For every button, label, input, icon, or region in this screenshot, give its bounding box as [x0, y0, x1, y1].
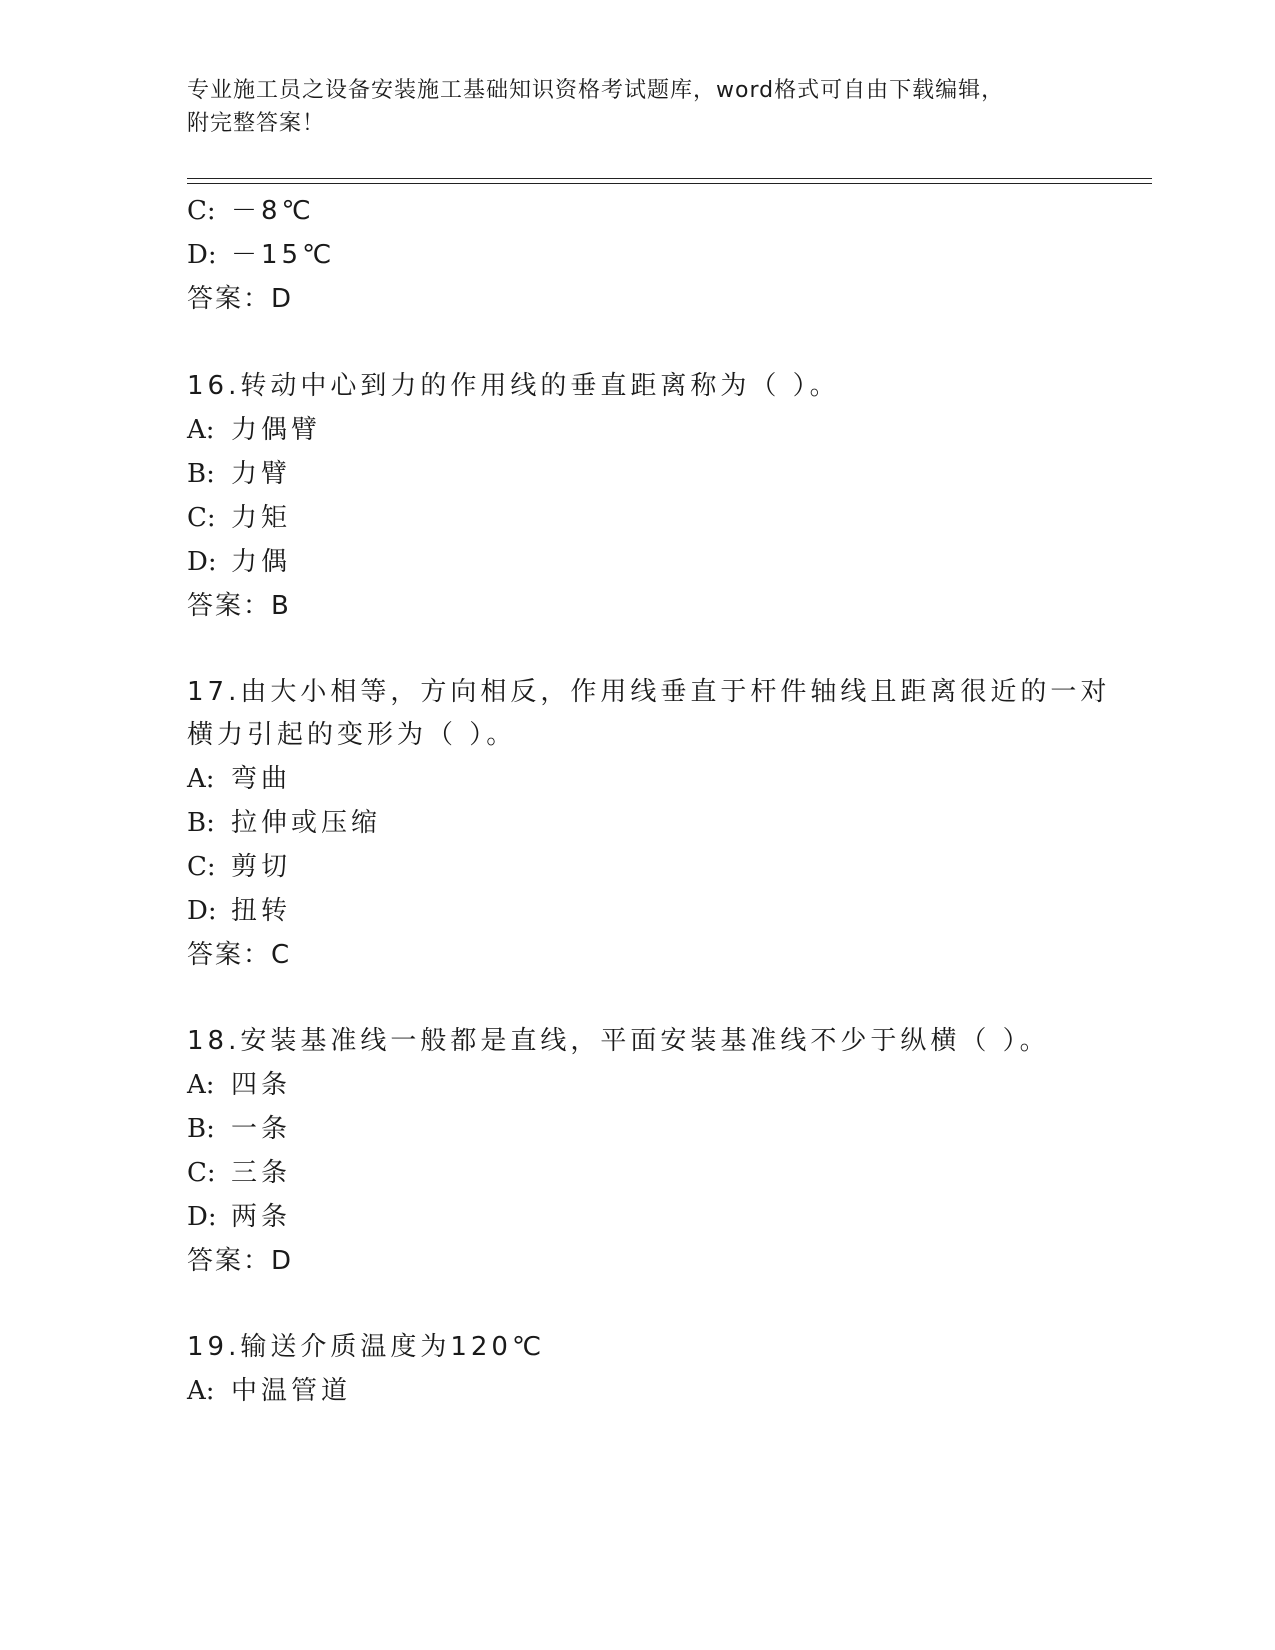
option-letter: A:	[187, 1376, 215, 1406]
option-letter: B:	[187, 808, 215, 838]
option-letter: B:	[187, 459, 215, 489]
option-d	[187, 1202, 291, 1232]
question-17-stem-line-2: 横力引起的变形为（ ）。	[187, 720, 517, 750]
option-a	[187, 1070, 291, 1100]
question-19-stem: 19.输送介质温度为120℃	[187, 1332, 546, 1362]
option-text: 力偶	[231, 547, 292, 577]
option-text: 四条	[231, 1070, 292, 1100]
answer: 答案：D	[187, 1246, 294, 1276]
option-text: 三条	[231, 1158, 292, 1188]
answer: 答案：D	[187, 284, 294, 314]
option-text: 两条	[231, 1202, 292, 1232]
option-text: 力偶臂	[231, 415, 322, 445]
option-text: －8℃	[231, 196, 315, 226]
option-c	[187, 1158, 291, 1188]
option-b	[187, 808, 381, 838]
document-header	[187, 74, 1087, 140]
option-c	[187, 196, 315, 226]
question-18-stem: 18.安装基准线一般都是直线，平面安装基准线不少于纵横（ ）。	[187, 1026, 1050, 1056]
option-letter: C:	[187, 503, 216, 533]
answer: 答案：C	[187, 940, 292, 970]
option-letter: A:	[187, 415, 215, 445]
question-16-stem: 16.转动中心到力的作用线的垂直距离称为（ ）。	[187, 371, 840, 401]
option-c	[187, 852, 291, 882]
option-letter: A:	[187, 1070, 215, 1100]
question-17-stem-line-1: 17.由大小相等，方向相反，作用线垂直于杆件轴线且距离很近的一对	[187, 677, 1111, 707]
option-text: 力臂	[231, 459, 292, 489]
option-b	[187, 1114, 291, 1144]
option-letter: D:	[187, 1202, 217, 1232]
option-d	[187, 240, 335, 270]
option-d	[187, 896, 291, 926]
option-text: 弯曲	[231, 764, 292, 794]
option-text: 扭转	[231, 896, 292, 926]
option-text: 拉伸或压缩	[231, 808, 382, 838]
option-letter: A:	[187, 764, 215, 794]
option-text: 一条	[231, 1114, 292, 1144]
option-text: 中温管道	[231, 1376, 352, 1406]
option-text: 剪切	[231, 852, 292, 882]
option-letter: D:	[187, 240, 217, 270]
option-letter: C:	[187, 196, 216, 226]
option-b	[187, 459, 291, 489]
option-d	[187, 547, 291, 577]
header-line-1: 专业施工员之设备安装施工基础知识资格考试题库，word格式可自由下载编辑，	[187, 78, 1005, 103]
header-line-2: 附完整答案！	[187, 111, 326, 136]
option-c	[187, 503, 291, 533]
option-letter: D:	[187, 547, 217, 577]
option-a	[187, 415, 321, 445]
option-letter: C:	[187, 1158, 216, 1188]
option-letter: D:	[187, 896, 217, 926]
option-letter: C:	[187, 852, 216, 882]
header-divider-top	[187, 178, 1152, 179]
option-text: 力矩	[231, 503, 292, 533]
answer: 答案：B	[187, 591, 291, 621]
option-a	[187, 1376, 351, 1406]
option-text: －15℃	[231, 240, 336, 270]
header-divider-bottom	[187, 183, 1152, 184]
option-a	[187, 764, 291, 794]
option-letter: B:	[187, 1114, 215, 1144]
